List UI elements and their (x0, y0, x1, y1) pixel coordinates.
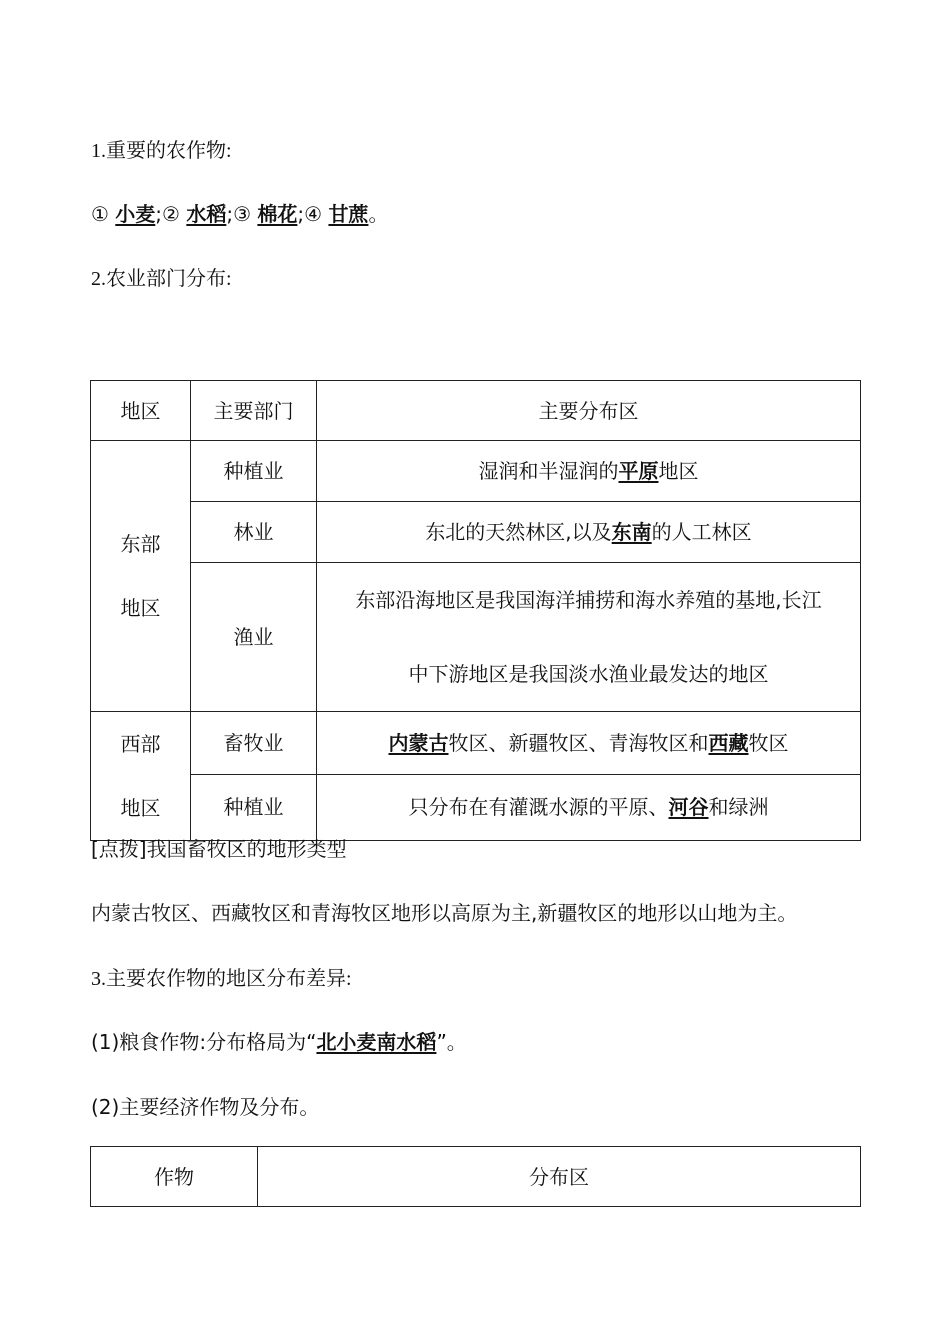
sector-cell: 种植业 (191, 441, 317, 502)
table-row (91, 441, 861, 502)
header-sector: 主要部门 (191, 381, 317, 441)
answer-cotton: 棉花 (257, 202, 298, 226)
region-west: 西部 地区 (91, 712, 191, 841)
answer-sugarcane: 甘蔗 (328, 202, 369, 226)
sector-cell: 渔业 (191, 563, 317, 712)
table-row (91, 712, 861, 775)
section3-heading: 3.主要农作物的地区分布差异: (91, 968, 352, 990)
marker-4: ④ (304, 202, 323, 226)
distribution-cell: 东部沿海地区是我国海洋捕捞和海水养殖的基地,长江 中下游地区是我国淡水渔业最发达的地区 (317, 563, 861, 712)
tip-text: 内蒙古牧区、西藏牧区和青海牧区地形以高原为主,新疆牧区的地形以山地为主。 (91, 901, 798, 925)
distribution-cell: 内蒙古牧区、新疆牧区、青海牧区和西藏牧区 (317, 712, 861, 775)
section1-heading: 1.重要的农作物: (91, 140, 232, 162)
agriculture-sector-table (90, 380, 861, 841)
header-area: 分布区 (258, 1147, 861, 1207)
marker-2: ② (162, 202, 180, 226)
cash-crop-table (90, 1146, 861, 1207)
answer-wheat: 小麦 (115, 202, 156, 226)
crop-answers: ① 小麦;② 水稻;③ 棉花;④ 甘蔗。 (91, 202, 389, 226)
sector-cell: 种植业 (191, 774, 317, 840)
cash-crop-heading: (2)主要经济作物及分布。 (91, 1095, 320, 1119)
distribution-cell: 东北的天然林区,以及东南的人工林区 (317, 502, 861, 563)
table-row (91, 502, 861, 563)
header-crop: 作物 (91, 1147, 258, 1207)
table-header-row (91, 381, 861, 441)
food-crop-line: (1)粮食作物:分布格局为“北小麦南水稻”。 (91, 1030, 467, 1054)
distribution-cell: 只分布在有灌溉水源的平原、河谷和绿洲 (317, 774, 861, 840)
marker-3: ③ (233, 202, 252, 226)
marker-1: ① (91, 202, 109, 226)
section2-heading: 2.农业部门分布: (91, 268, 232, 290)
table-row (91, 774, 861, 840)
sector-cell: 畜牧业 (191, 712, 317, 775)
answer-rice: 水稻 (186, 202, 227, 226)
sector-cell: 林业 (191, 502, 317, 563)
header-region: 地区 (91, 381, 191, 441)
distribution-cell: 湿润和半湿润的平原地区 (317, 441, 861, 502)
answer-food-pattern: 北小麦南水稻 (316, 1030, 437, 1054)
table-row (91, 563, 861, 712)
tip-title: [点拨]我国畜牧区的地形类型 (91, 837, 347, 861)
table-header-row (91, 1147, 861, 1207)
region-east: 东部 地区 (91, 441, 191, 712)
header-distribution: 主要分布区 (317, 381, 861, 441)
